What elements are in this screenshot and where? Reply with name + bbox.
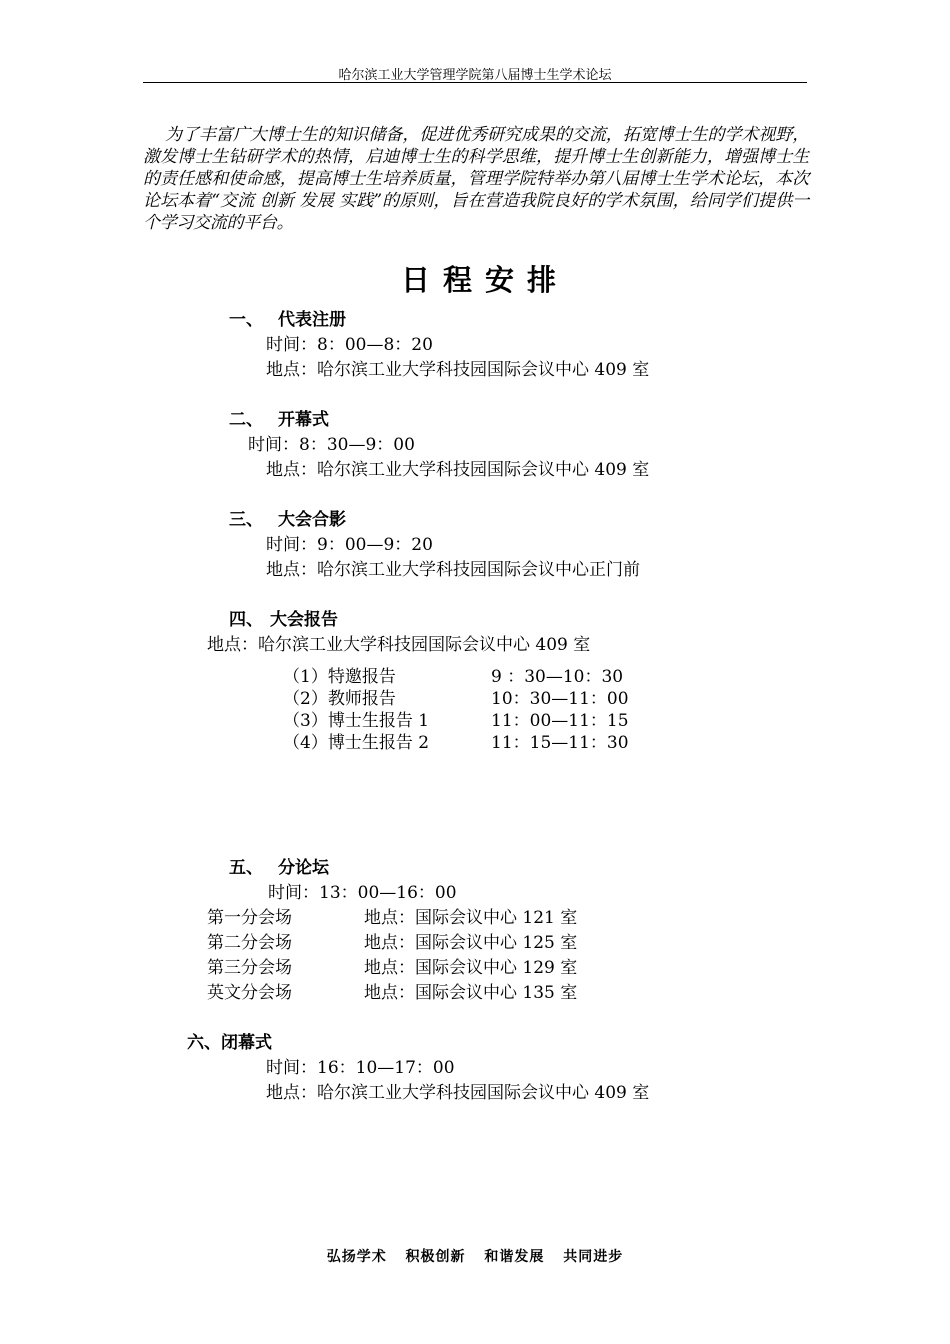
section-1-place: 地点：哈尔滨工业大学科技园国际会议中心 409 室 — [266, 360, 650, 380]
report-item-name: （2）教师报告 — [283, 689, 396, 709]
section-2-place: 地点：哈尔滨工业大学科技园国际会议中心 409 室 — [266, 460, 650, 480]
report-item-time: 11：00—11：15 — [491, 711, 629, 731]
section-3-time: 时间：9：00—9：20 — [266, 535, 433, 555]
report-item-time: 11：15—11：30 — [491, 733, 629, 753]
section-6-time: 时间：16：10—17：00 — [266, 1058, 455, 1078]
forum-venue-place: 地点：国际会议中心 125 室 — [364, 933, 578, 953]
section-5-number: 五、 — [229, 858, 263, 878]
section-6-place: 地点：哈尔滨工业大学科技园国际会议中心 409 室 — [266, 1083, 650, 1103]
intro-paragraph: 为了丰富广大博士生的知识储备，促进优秀研究成果的交流，拓宽博士生的学术视野，激发博士生钻研学术的热情，启迪博士生的科学思维，提升博士生创新能力，增强博士生的责任感和使命感，提高博士生培养质量，管理学院特举办第八届博士生学术论坛，本次论坛本着“交流 创新 发展 实践”的原则，旨在营造我院良好的学术氛围，给同学们提供一个学习交流的平台。 — [143, 125, 809, 233]
section-5-title: 分论坛 — [278, 858, 329, 878]
section-3-place: 地点：哈尔滨工业大学科技园国际会议中心正门前 — [266, 560, 640, 580]
section-2-title: 开幕式 — [278, 410, 329, 430]
section-4-place: 地点：哈尔滨工业大学科技园国际会议中心 409 室 — [207, 635, 591, 655]
section-1-time: 时间：8：00—8：20 — [266, 335, 433, 355]
forum-venue-place: 地点：国际会议中心 129 室 — [364, 958, 578, 978]
forum-venue-place: 地点：国际会议中心 135 室 — [364, 983, 578, 1003]
section-3-number: 三、 — [229, 510, 263, 530]
header-divider — [143, 82, 807, 83]
footer-motto: 弘扬学术 积极创新 和谐发展 共同进步 — [326, 1249, 624, 1265]
section-5-time: 时间：13：00—16：00 — [268, 883, 457, 903]
page-header-title: 哈尔滨工业大学管理学院第八届博士生学术论坛 — [338, 68, 612, 83]
forum-venue-name: 英文分会场 — [207, 983, 292, 1003]
section-3-title: 大会合影 — [278, 510, 346, 530]
report-item-time: 10：30—11：00 — [491, 689, 629, 709]
report-item-name: （3）博士生报告 1 — [283, 711, 430, 731]
forum-venue-name: 第三分会场 — [207, 958, 292, 978]
section-4-number: 四、 — [229, 610, 263, 630]
forum-venue-name: 第二分会场 — [207, 933, 292, 953]
section-2-time: 时间：8：30—9：00 — [248, 435, 415, 455]
report-item-name: （1）特邀报告 — [283, 667, 396, 687]
section-2-number: 二、 — [229, 410, 263, 430]
section-4-title: 大会报告 — [270, 610, 338, 630]
forum-venue-name: 第一分会场 — [207, 908, 292, 928]
report-item-time: 9 ：30—10：30 — [491, 667, 624, 687]
forum-venue-place: 地点：国际会议中心 121 室 — [364, 908, 578, 928]
section-6-heading: 六、闭幕式 — [187, 1033, 272, 1053]
section-1-title: 代表注册 — [278, 310, 346, 330]
report-item-name: （4）博士生报告 2 — [283, 733, 430, 753]
schedule-title: 日程安排 — [400, 263, 569, 297]
section-1-number: 一、 — [229, 310, 263, 330]
